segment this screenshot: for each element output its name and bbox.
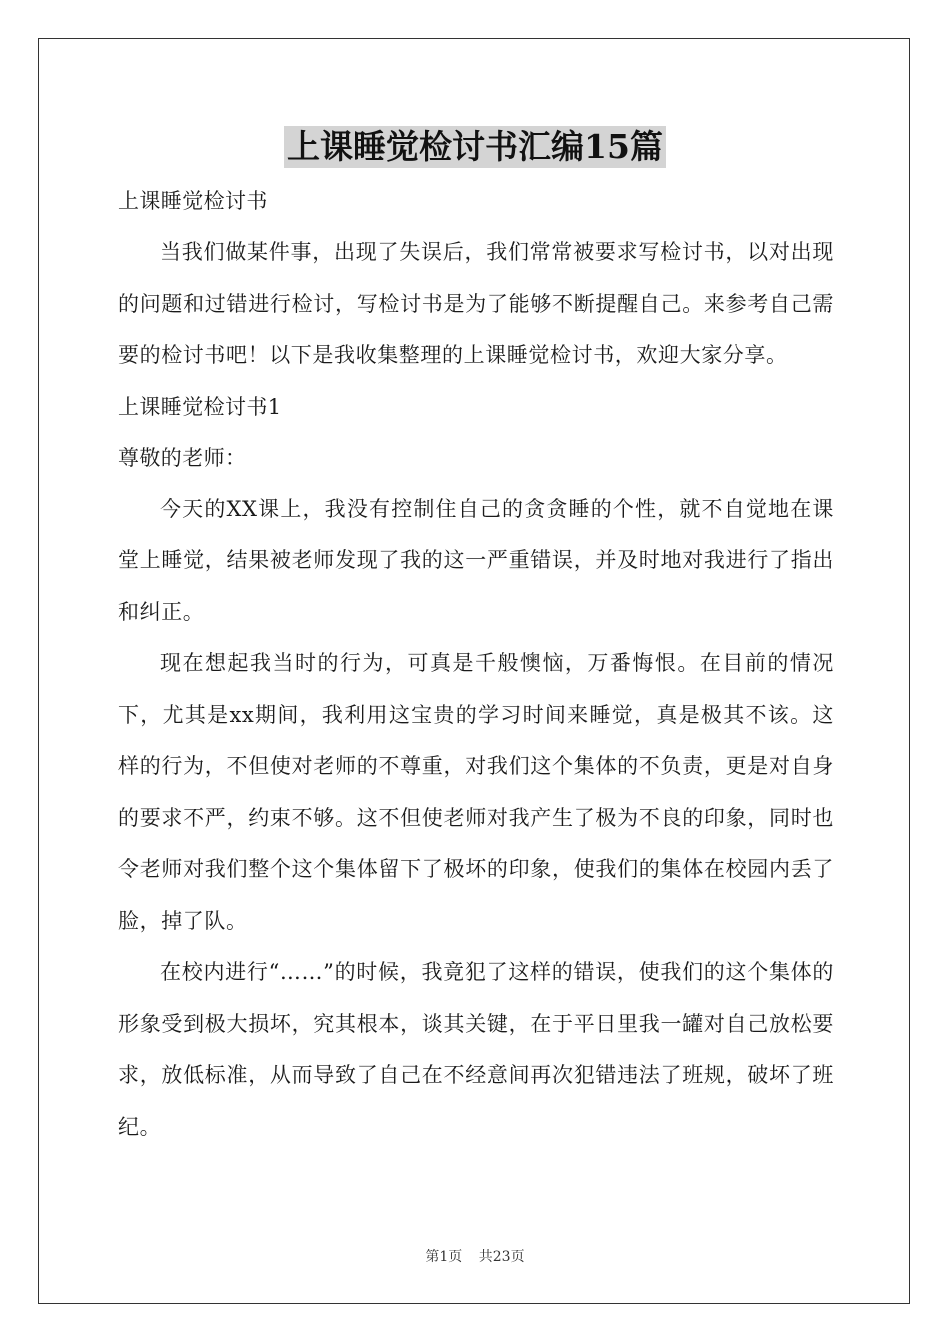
body-paragraph: 在校内进行“……”的时候，我竟犯了这样的错误，使我们的这个集体的形象受到极大损坏，究其根本，谈其关键，在于平日里我一罐对自己放松要求，放低标准，从而导致了自己在不经意间再次犯错违法了班规，破坏了班纪。 [118,960,834,1139]
title-container [0,126,950,168]
document-body [118,176,834,1153]
section-heading: 上课睡觉检讨书 [118,189,268,213]
page-total: 共23页 [478,1249,525,1265]
document-title: 上课睡觉检讨书汇编15篇 [284,126,666,168]
salutation: 尊敬的老师： [118,445,247,470]
section-heading: 上课睡觉检讨书1 [118,394,282,419]
page-footer [0,1246,950,1266]
body-paragraph: 现在想起我当时的行为，可真是千般懊恼，万番悔恨。在目前的情况下，尤其是xx期间，我利用这宝贵的学习时间来睡觉，真是极其不该。这样的行为，不但使对老师的不尊重，对我们这个集体的不负责，更是对自身的要求不严，约束不够。这不但使老师对我产生了极为不良的印象，同时也令老师对我们整个这个集体留下了极坏的印象，使我们的集体在校园内丢了脸，掉了队。 [118,651,834,933]
page-number: 第1页 [425,1249,463,1265]
intro-paragraph: 当我们做某件事，出现了失误后，我们常常被要求写检讨书，以对出现的问题和过错进行检讨，写检讨书是为了能够不断提醒自己。来参考自己需要的检讨书吧！以下是我收集整理的上课睡觉检讨书，欢迎大家分享。 [118,240,834,367]
body-paragraph: 今天的XX课上，我没有控制住自己的贪贪睡的个性，就不自觉地在课堂上睡觉，结果被老师发现了我的这一严重错误，并及时地对我进行了指出和纠正。 [118,496,834,624]
